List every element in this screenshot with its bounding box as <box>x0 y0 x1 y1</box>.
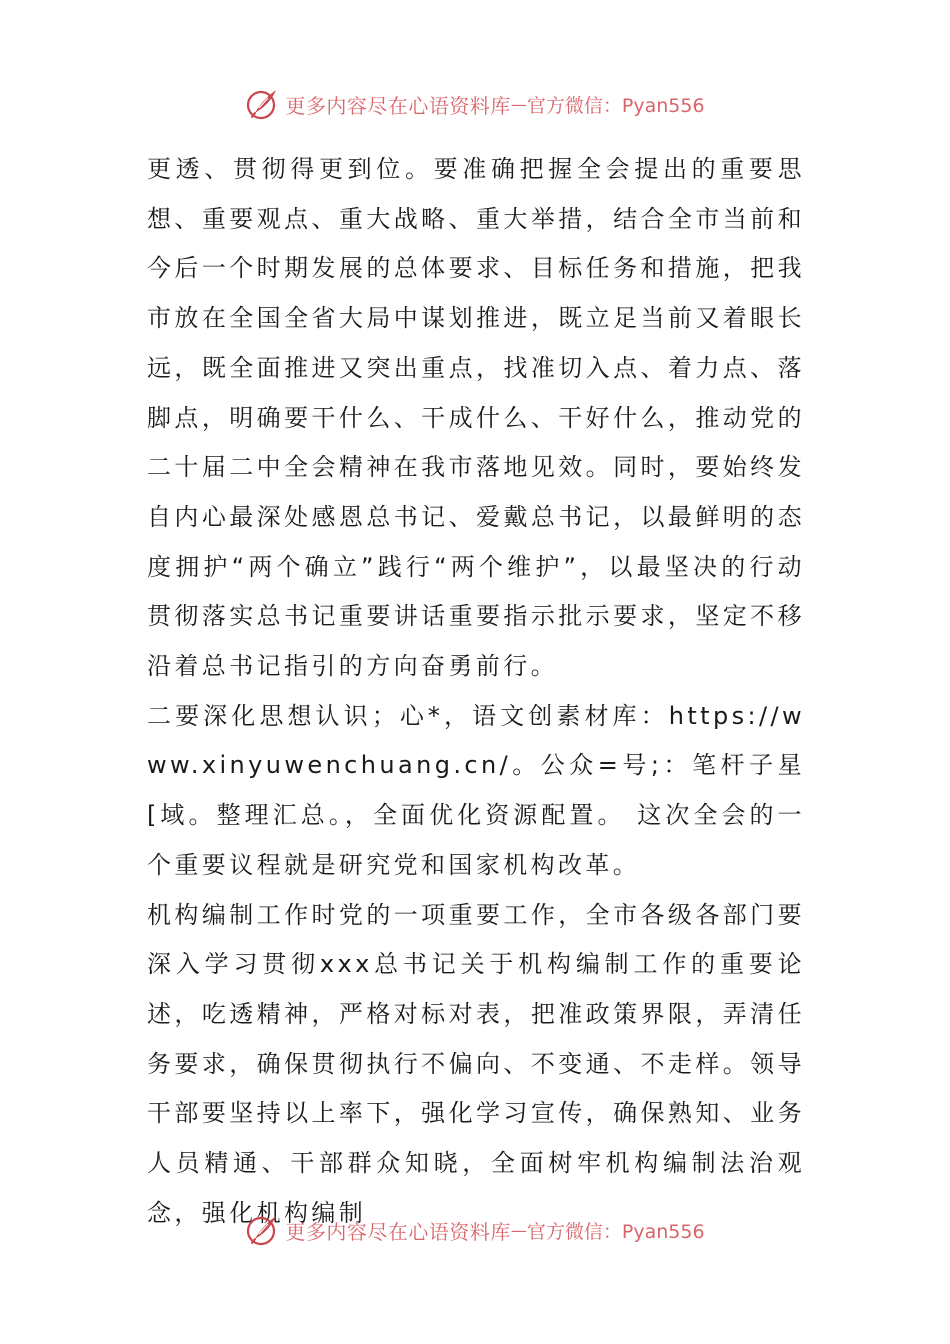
banner-text: 更多内容尽在心语资料库 <box>285 1219 511 1244</box>
banner-dash: — <box>510 1220 527 1240</box>
banner-text: 更多内容尽在心语资料库 <box>285 93 511 118</box>
banner-dash: — <box>510 94 527 114</box>
paragraph-2: 二要深化思想认识；心*，语文创素材库：https://www.xinyuwenchuang.cn/。公众=号;：笔杆子星[域。整理汇总。，全面优化资源配置。 这次全会的一个重要议程就是研究党和国家机构改革。 <box>147 701 805 879</box>
banner-official-text: 官方微信：Pyan556 <box>526 1220 705 1243</box>
banner-official-text: 官方微信：Pyan556 <box>526 94 705 117</box>
footer-banner <box>0 1210 950 1250</box>
quill-logo-icon <box>245 86 281 122</box>
header-banner <box>0 84 950 124</box>
document-body <box>147 145 805 1238</box>
paragraph-1: 更透、贯彻得更到位。要准确把握全会提出的重要思想、重要观点、重大战略、重大举措，结合全市当前和今后一个时期发展的总体要求、目标任务和措施，把我市放在全国全省大局中谋划推进，既立足当前又着眼长远，既全面推进又突出重点，找准切入点、着力点、落脚点，明确要干什么、干成什么、干好什么，推动党的二十届二中全会精神在我市落地见效。同时，要始终发自内心最深处感恩总书记、爱戴总书记，以最鲜明的态度拥护“两个确立”践行“两个维护”，以最坚决的行动贯彻落实总书记重要讲话重要指示批示要求，坚定不移沿着总书记指引的方向奋勇前行。 <box>147 155 805 681</box>
quill-logo-icon <box>245 1212 281 1248</box>
paragraph-3: 机构编制工作时党的一项重要工作，全市各级各部门要深入学习贯彻xxx总书记关于机构编制工作的重要论述，吃透精神，严格对标对表，把准政策界限，弄清任务要求，确保贯彻执行不偏向、不变通、不走样。领导干部要坚持以上率下，强化学习宣传，确保熟知、业务人员精通、干部群众知晓，全面树牢机构编制法治观念，强化机构编制 <box>147 900 805 1227</box>
